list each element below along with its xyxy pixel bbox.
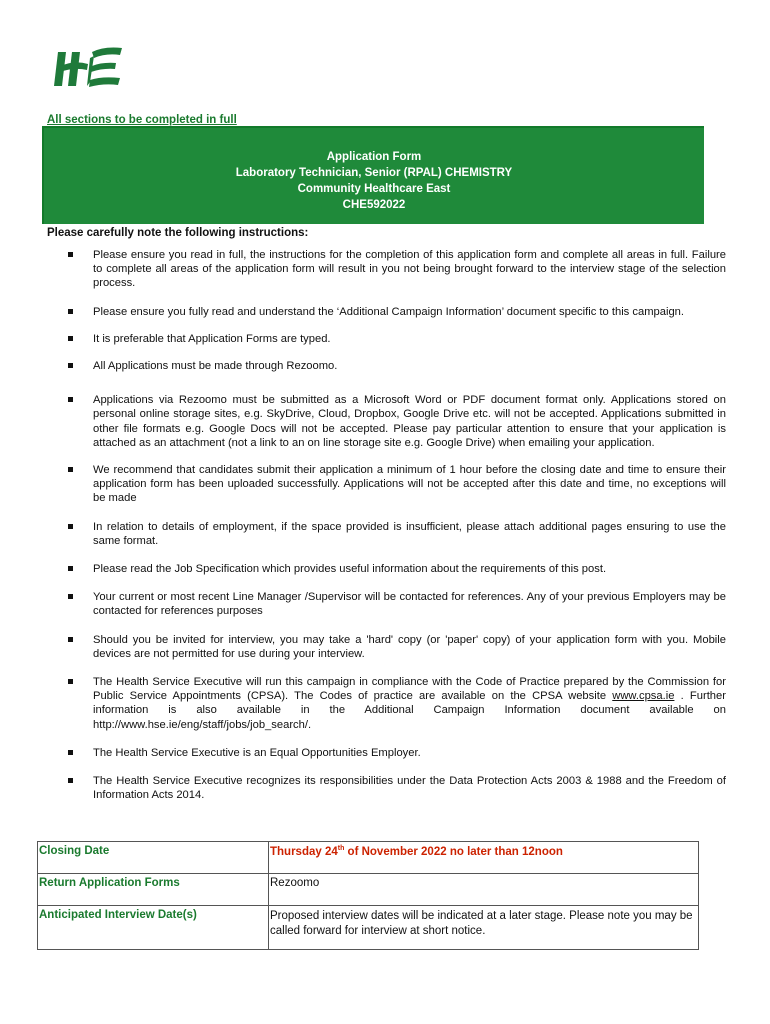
instruction-item: Please ensure you read in full, the instructions for the completion of this application form and complete all areas in full. Failure to complete all areas of the application form will result in you not being brought forward to the interview stage of the selection process. (66, 248, 726, 291)
bullet-icon (68, 397, 73, 402)
instruction-item: Please ensure you fully read and understand the ‘Additional Campaign Information’ document specific to this campaign. (66, 305, 726, 319)
application-banner (42, 126, 704, 224)
instruction-item: All Applications must be made through Rezoomo. (66, 359, 726, 373)
bullet-icon (68, 594, 73, 599)
instruction-item: The Health Service Executive is an Equal Opportunities Employer. (66, 746, 726, 760)
instruction-item: Please read the Job Specification which provides useful information about the requirements of this post. (66, 562, 726, 576)
instruction-item: The Health Service Executive will run this campaign in compliance with the Code of Practice prepared by the Commission for Public Service Appointments (CPSA). The Codes of practice are available on the CPSA website www.cpsa.ie . Further information is also available in the Additional Campaign Information document available on http://www.hse.ie/eng/staff/jobs/job_search/. (66, 675, 726, 732)
cpsa-link[interactable]: www.cpsa.ie (612, 690, 675, 703)
instructions-heading: Please carefully note the following instructions: (47, 227, 309, 239)
complete-all-sections-note: All sections to be completed in full (47, 114, 237, 126)
bullet-icon (68, 750, 73, 755)
bullet-icon (68, 679, 73, 684)
interview-date-value: Proposed interview dates will be indicated at a later stage. Please note you may be called forward for interview at short notice. (269, 906, 699, 950)
instruction-item: Should you be invited for interview, you may take a 'hard' copy (or 'paper' copy) of your application form with you. Mobile devices are not permitted for use during your interview. (66, 633, 726, 661)
banner-title: Application Form (326, 151, 422, 163)
return-forms-value: Rezoomo (269, 874, 699, 906)
bullet-icon (68, 309, 73, 314)
bullet-icon (68, 524, 73, 529)
closing-date-value: Thursday 24th of November 2022 no later than 12noon (269, 842, 699, 874)
application-details-table (37, 841, 699, 950)
interview-date-label: Anticipated Interview Date(s) (38, 906, 269, 950)
closing-date-label: Closing Date (38, 842, 269, 874)
bullet-icon (68, 252, 73, 257)
bullet-icon (68, 778, 73, 783)
return-forms-label: Return Application Forms (38, 874, 269, 906)
hse-logo (52, 40, 124, 92)
bullet-icon (68, 637, 73, 642)
bullet-icon (68, 336, 73, 341)
instruction-item: In relation to details of employment, if the space provided is insufficient, please attach additional pages ensuring to use the same format. (66, 520, 726, 548)
bullet-icon (68, 363, 73, 368)
banner-reference: CHE592022 (342, 199, 406, 211)
banner-area: Community Healthcare East (297, 183, 451, 195)
bullet-icon (68, 467, 73, 472)
instructions-list (66, 248, 726, 815)
table-row (38, 842, 699, 874)
banner-job-title: Laboratory Technician, Senior (RPAL) CHEMISTRY (235, 167, 513, 179)
instruction-item: Your current or most recent Line Manager /Supervisor will be contacted for references. Any of your previous Employers may be contacted for references purposes (66, 590, 726, 618)
table-row (38, 874, 699, 906)
instruction-item: It is preferable that Application Forms are typed. (66, 332, 726, 346)
instruction-item: Applications via Rezoomo must be submitted as a Microsoft Word or PDF document format only. Applications stored on personal online storage sites, e.g. SkyDrive, Cloud, Dropbox, Google Drive etc. will not be accepted. Applications submitted in other file formats e.g. Google Docs will not be accepted. Please pay particular attention to ensure that your application is attached as an attachment (not a link to an on line storage site e.g. Google Drive) when emailing your application. (66, 393, 726, 450)
instruction-item: We recommend that candidates submit their application a minimum of 1 hour before the closing date and time to ensure their application form has been uploaded successfully. Applications will not be accepted after this date and time, no exceptions will be made (66, 463, 726, 506)
table-row (38, 906, 699, 950)
instruction-item: The Health Service Executive recognizes its responsibilities under the Data Protection Acts 2003 & 1988 and the Freedom of Information Acts 2014. (66, 774, 726, 802)
bullet-icon (68, 566, 73, 571)
